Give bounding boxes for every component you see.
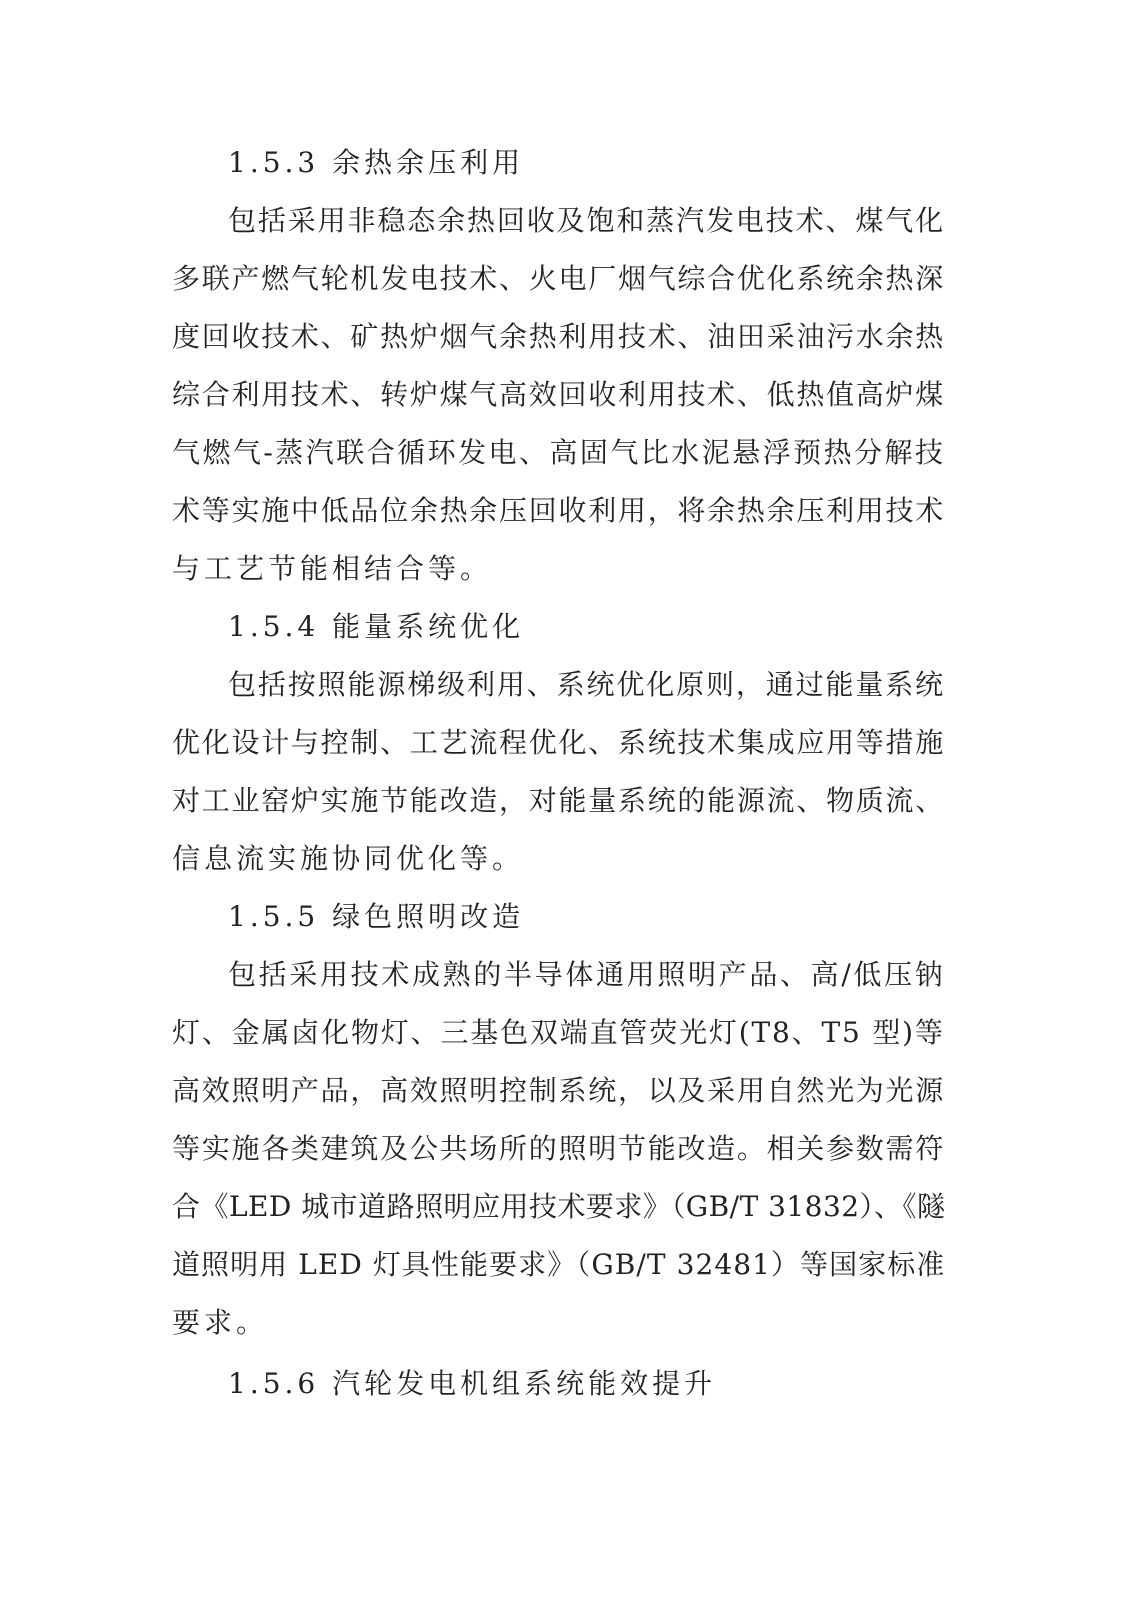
paragraph-line: 术等实施中低品位余热余压回收利用，将余热余压利用技术 (172, 494, 946, 527)
paragraph-line: 高效照明产品，高效照明控制系统，以及采用自然光为光源 (172, 1074, 946, 1107)
paragraph-line: 信息流实施协同优化等。 (172, 842, 525, 875)
paragraph-line: 度回收技术、矿热炉烟气余热利用技术、油田采油污水余热 (172, 320, 946, 353)
paragraph-line: 要求。 (172, 1306, 269, 1339)
section-heading-1-5-6: 1.5.6 汽轮发电机组系统能效提升 (228, 1367, 717, 1400)
paragraph-line: 优化设计与控制、工艺流程优化、系统技术集成应用等措施 (172, 726, 946, 759)
paragraph-line: 多联产燃气轮机发电技术、火电厂烟气综合优化系统余热深 (172, 262, 946, 295)
section-heading-1-5-3: 1.5.3 余热余压利用 (228, 146, 525, 179)
paragraph-line: 道照明用 LED 灯具性能要求》（GB/T 32481）等国家标准 (172, 1248, 946, 1281)
paragraph-line: 包括采用非稳态余热回收及饱和蒸汽发电技术、煤气化 (228, 204, 946, 237)
paragraph-line: 与工艺节能相结合等。 (172, 552, 493, 585)
paragraph-line: 气燃气-蒸汽联合循环发电、高固气比水泥悬浮预热分解技 (172, 436, 946, 469)
section-heading-1-5-5: 1.5.5 绿色照明改造 (228, 900, 525, 933)
paragraph-line: 包括按照能源梯级利用、系统优化原则，通过能量系统 (228, 668, 946, 701)
paragraph-line: 综合利用技术、转炉煤气高效回收利用技术、低热值高炉煤 (172, 378, 946, 411)
paragraph-line: 等实施各类建筑及公共场所的照明节能改造。相关参数需符 (172, 1132, 946, 1165)
paragraph-line: 包括采用技术成熟的半导体通用照明产品、高/低压钠 (228, 958, 946, 991)
paragraph-line: 合《LED 城市道路照明应用技术要求》（GB/T 31832）、《隧 (172, 1190, 946, 1223)
section-heading-1-5-4: 1.5.4 能量系统优化 (228, 610, 525, 643)
paragraph-line: 对工业窑炉实施节能改造，对能量系统的能源流、物质流、 (172, 784, 946, 817)
paragraph-line: 灯、金属卤化物灯、三基色双端直管荧光灯(T8、T5 型)等 (172, 1016, 945, 1049)
